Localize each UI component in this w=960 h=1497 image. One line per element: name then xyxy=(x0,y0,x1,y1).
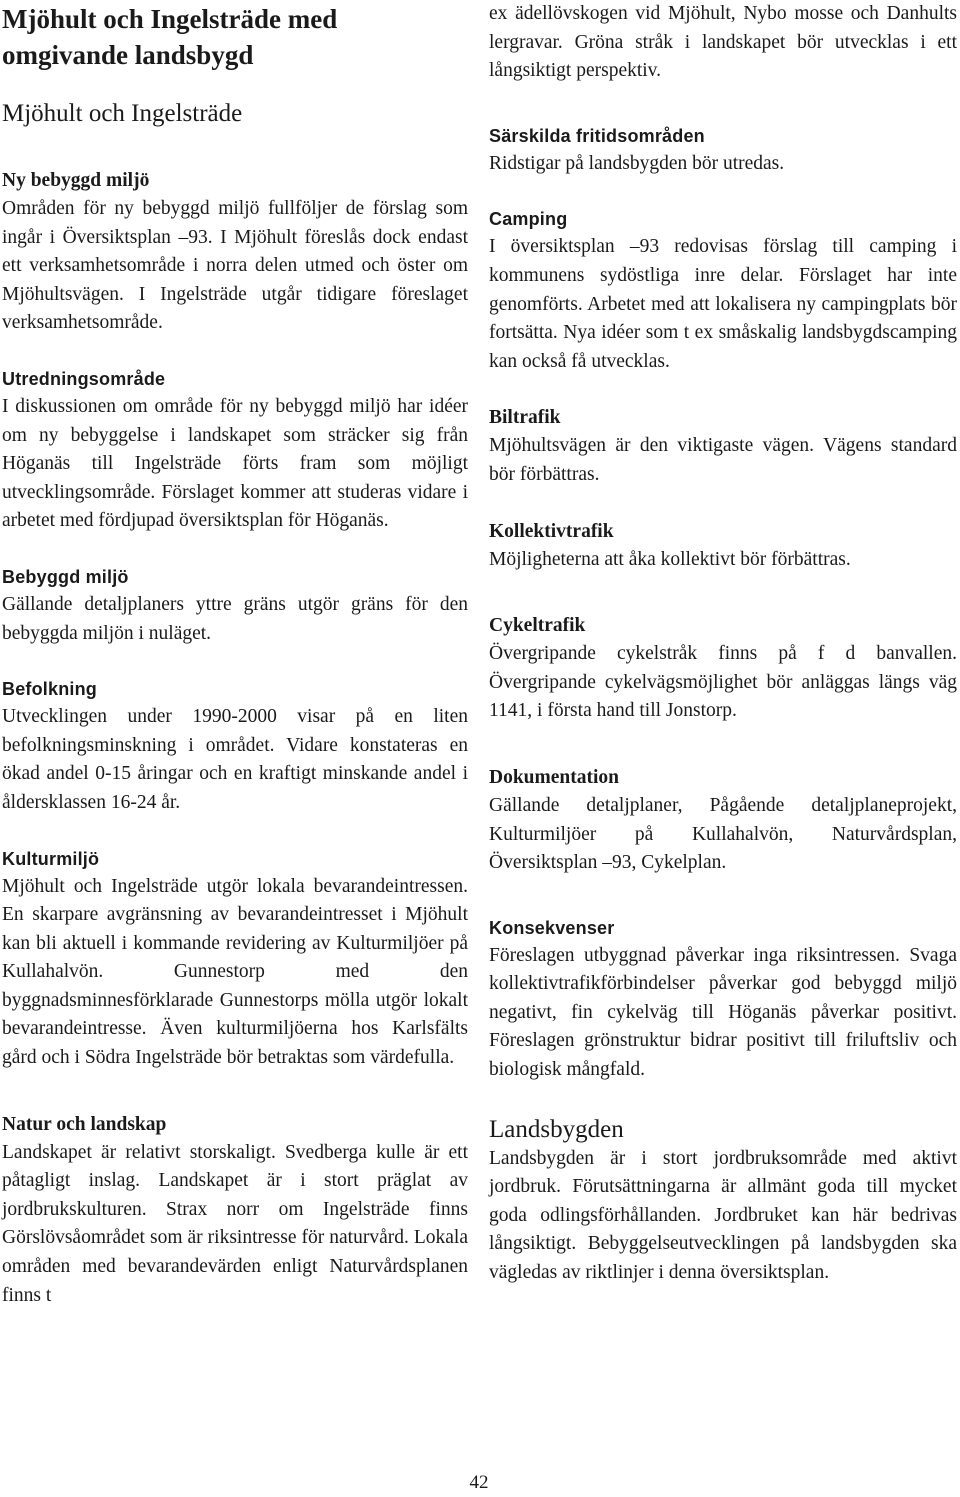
text-landsbygden: Landsbygden är i stort jordbruksområde med aktivt jordbruk. Förutsättningarna är allmänt goda till mycket goda odlingsförhållanden. Jordbruket kan här bedrivas långsiktigt. Bebyggelseutvecklingen på landsbygden ska vägledas av riktlinjer i denna översiktsplan. xyxy=(489,1147,957,1284)
heading-konsekvenser: Konsekvenser xyxy=(489,917,615,938)
text-konsekvenser: Föreslagen utbyggnad påverkar inga riksintressen. Svaga kollektivtrafikförbindelser påverkar god bebyggd miljö negativt, fin cykelväg till Höganäs påverkar positivt. Föreslagen grönstruktur bidrar positivt till friluftsliv och biologisk mångfald. xyxy=(489,944,957,1081)
text-ny-bebyggd-miljo: Områden för ny bebyggd miljö fullföljer de förslag som ingår i Översiktsplan –93. I Mjöhult föreslås dock endast ett verksamhetsområde i norra delen utmed och öster om Mjöhultsvägen. I Ingelsträde utgår tidigare föreslaget verksamhetsområde. xyxy=(2,198,468,334)
page-title xyxy=(2,0,468,73)
page-number-text: 42 xyxy=(469,1472,489,1493)
text-kulturmiljo: Mjöhult och Ingelsträde utgör lokala bevarandeintressen. En skarpare avgränsning av bevarandeintresset i Mjöhult kan bli aktuell i kommande revidering av Kulturmiljöer på Kullahalvön. Gunnestorp med den byggnadsminnesförklarade Gunnestorps mölla utgör lokalt bevarandeintresse. Även kulturmiljöerna hos Karlsfälts gård och i Södra Ingelsträde bör betraktas som värdefulla. xyxy=(2,875,468,1069)
text-kollektivtrafik: Möjligheterna att åka kollektivt bör förbättras. xyxy=(489,548,851,570)
heading-ny-bebyggd-miljo: Ny bebyggd miljö xyxy=(2,170,150,191)
heading-bebyggd-miljo: Bebyggd miljö xyxy=(2,566,129,587)
heading-landsbygden: Landsbygden xyxy=(489,1115,624,1143)
text-continuation: ex ädellövskogen vid Mjöhult, Nybo mosse och Danhults lergravar. Gröna stråk i landskapet bör utvecklas i ett långsiktigt perspektiv. xyxy=(489,3,957,82)
heading-biltrafik: Biltrafik xyxy=(489,407,561,429)
text-befolkning: Utvecklingen under 1990-2000 visar på en liten befolkningsminskning i området. Vidare konstateras en ökad andel 0-15 åringar och en kraftigt minskande andel i åldersklassen 16-24 år. xyxy=(2,706,468,813)
heading-utredningsomrade: Utredningsområde xyxy=(2,368,166,389)
text-bebyggd-miljo: Gällande detaljplaners yttre gräns utgör gräns för den bebyggda miljön i nuläget. xyxy=(2,593,468,644)
text-natur-och-landskap: Landskapet är relativt storskaligt. Svedberga kulle är ett påtagligt inslag. Landskapet är i stort präglat av jordbrukskulturen. Strax norr om Ingelsträde finns Görslövsåområdet som är riksintresse för naturvård. Lokala områden med bevarandevärden enligt Naturvårdsplanen finns t xyxy=(2,1141,468,1306)
text-utredningsomrade: I diskussionen om område för ny bebyggd miljö har idéer om ny bebyggelse i landskapet som sträcker sig från Höganäs till Ingelsträde förts fram som möjligt utvecklingsområde. Förslaget kommer att studeras vidare i arbetet med fördjupad översiktsplan för Höganäs. xyxy=(2,395,468,532)
page-title-line-1: Mjöhult och Ingelsträde med xyxy=(2,4,338,34)
heading-kollektivtrafik: Kollektivtrafik xyxy=(489,520,614,542)
page-title-line-2: omgivande landsbygd xyxy=(2,40,254,70)
heading-sarskilda-fritidsomraden: Särskilda fritidsområden xyxy=(489,125,705,146)
section-title-mjohult: Mjöhult och Ingelsträde xyxy=(2,100,243,127)
heading-natur-och-landskap: Natur och landskap xyxy=(2,1113,167,1135)
heading-befolkning: Befolkning xyxy=(2,679,97,700)
text-cykeltrafik: Övergripande cykelstråk finns på f d banvallen. Övergripande cykelvägsmöjlighet bör anläggas längs väg 1141, i första hand till Jonstorp. xyxy=(489,643,957,722)
right-column xyxy=(489,0,957,1288)
text-dokumentation: Gällande detaljplaner, Pågående detaljplaneprojekt, Kulturmiljöer på Kullahalvön, Naturvårdsplan, Översiktsplan –93, Cykelplan. xyxy=(489,794,957,874)
text-camping: I översiktsplan –93 redovisas förslag till camping i kommunens sydöstliga inre delar. Förslaget har inte genomförts. Arbetet med att lokalisera ny campingplats bör fortsätta. Nya idéer som t ex småskalig landsbygdscamping kan också få utvecklas. xyxy=(489,236,957,372)
page-number xyxy=(0,1471,960,1495)
heading-dokumentation: Dokumentation xyxy=(489,766,620,788)
heading-cykeltrafik: Cykeltrafik xyxy=(489,615,586,637)
left-column xyxy=(2,0,468,1310)
heading-camping: Camping xyxy=(489,209,568,230)
heading-kulturmiljo: Kulturmiljö xyxy=(2,848,100,869)
text-sarskilda-fritidsomraden: Ridstigar på landsbygden bör utredas. xyxy=(489,152,785,174)
text-biltrafik: Mjöhultsvägen är den viktigaste vägen. Vägens standard bör förbättras. xyxy=(489,435,957,485)
